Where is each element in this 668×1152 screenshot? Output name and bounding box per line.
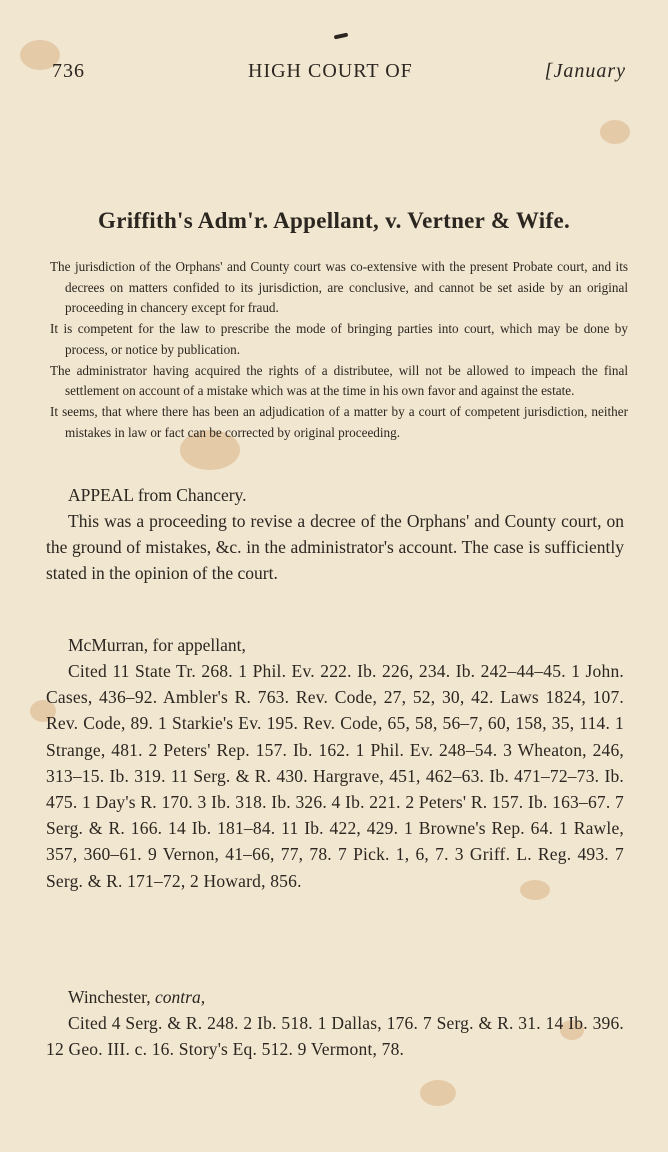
appeal-section: [46, 482, 624, 586]
appellee-counsel-name: Winchester,: [68, 987, 151, 1007]
appellee-counsel-role: contra,: [155, 987, 206, 1007]
headnote: The administrator having acquired the rights of a distributee, will not be allowed to impeach the final settlement on account of a mistake which was at the time in his own favor and against the estate.: [50, 362, 628, 399]
appeal-statement: This was a proceeding to revise a decree of the Orphans' and County court, on the ground of mistakes, &c. in the administrator's account. The case is sufficiently stated in the opinion of the court.: [46, 511, 624, 583]
appellant-counsel: McMurran, for appellant,: [68, 635, 246, 655]
headnote: The jurisdiction of the Orphans' and County court was co-extensive with the present Probate court, and its decrees on matters confided to its jurisdiction, are conclusive, and cannot be set aside by an original proceeding in chancery except for fraud.: [50, 259, 628, 316]
foxing-stain: [600, 120, 630, 144]
headnotes: [50, 257, 628, 443]
printer-mark: [334, 33, 349, 40]
appellee-counsel: [46, 984, 624, 1010]
running-date: [January: [544, 60, 626, 82]
appellee-citations: Cited 4 Serg. & R. 248. 2 Ib. 518. 1 Dallas, 176. 7 Serg. & R. 31. 14 Ib. 396. 12 Geo. III. c. 16. Story's Eq. 512. 9 Vermont, 78.: [46, 1013, 624, 1060]
running-title: HIGH COURT OF: [248, 60, 413, 82]
case-title: Griffith's Adm'r. Appellant, v. Vertner & Wife.: [98, 208, 570, 233]
appellee-section: [46, 984, 624, 1062]
appeal-heading: APPEAL from Chancery.: [68, 485, 247, 505]
headnote: It seems, that where there has been an adjudication of a matter by a court of competent jurisdiction, neither mistakes in law or fact can be corrected by original proceeding.: [50, 403, 628, 440]
headnote: It is competent for the law to prescribe the mode of bringing parties into court, which may be done by process, or notice by publication.: [50, 321, 628, 357]
appellant-citations: Cited 11 State Tr. 268. 1 Phil. Ev. 222. Ib. 226, 234. Ib. 242–44–45. 1 John. Cases, 436–92. Ambler's R. 763. Rev. Code, 27, 52, 30, 42. Laws 1824, 107. Rev. Code, 89. 1 Starkie's Ev. 195. Rev. Code, 65, 58, 56–7, 60, 158, 35, 114. 1 Strange, 481. 2 Peters' Rep. 157. Ib. 162. 1 Phil. Ev. 248–54. 3 Wheaton, 246, 313–15. Ib. 319. 11 Serg. & R. 430. Hargrave, 451, 462–63. Ib. 471–72–73. Ib. 475. 1 Day's R. 170. 3 Ib. 318. Ib. 326. 4 Ib. 221. 2 Peters' R. 157. Ib. 163–67. 7 Serg. & R. 166. 14 Ib. 181–84. 11 Ib. 422, 429. 1 Browne's Rep. 64. 1 Rawle, 357, 360–61. 9 Vernon, 41–66, 77, 78. 7 Pick. 1, 6, 7. 3 Griff. L. Reg. 493. 7 Serg. & R. 171–72, 2 Howard, 856.: [46, 661, 624, 891]
running-header: [52, 58, 626, 86]
appellant-section: [46, 632, 624, 894]
foxing-stain: [420, 1080, 456, 1106]
page-number: 736: [52, 60, 85, 82]
